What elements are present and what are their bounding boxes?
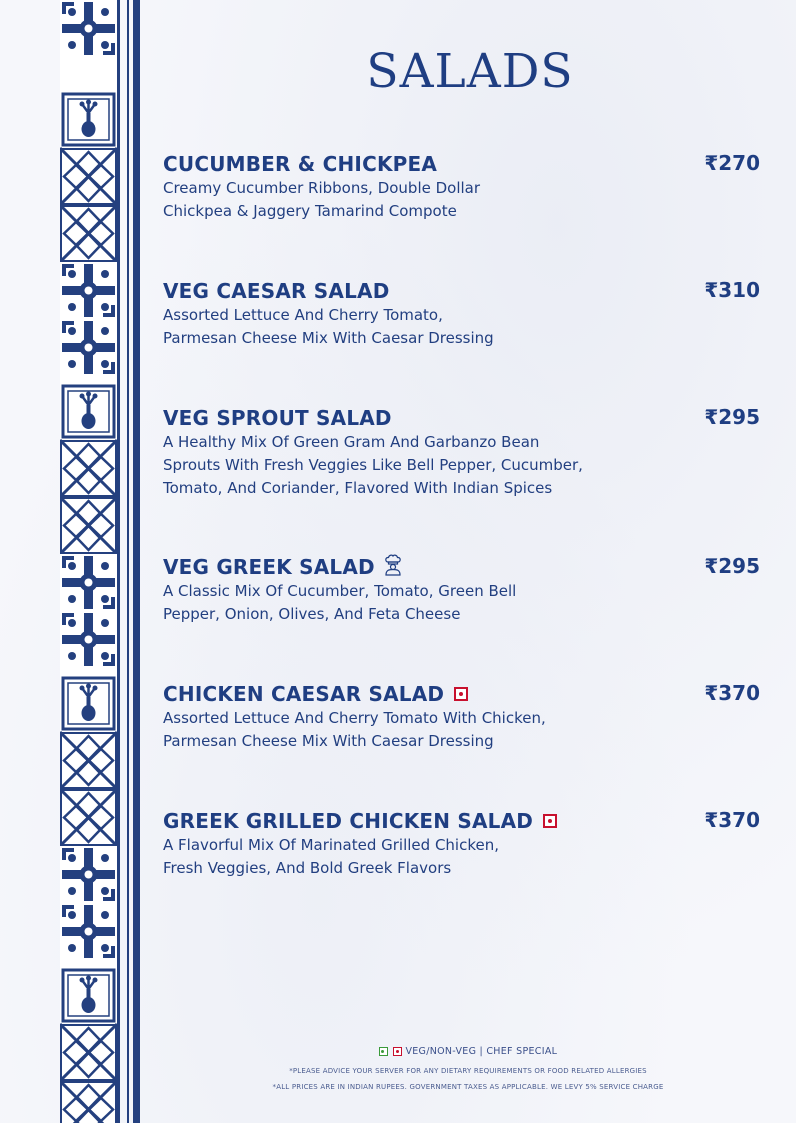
non-veg-icon bbox=[393, 1047, 402, 1056]
menu-item-price: ₹310 bbox=[704, 278, 760, 302]
tile-pattern-strip bbox=[60, 0, 117, 1123]
strip-border-thin bbox=[127, 0, 129, 1123]
menu-item bbox=[163, 405, 763, 500]
menu-item-description: A Classic Mix Of Cucumber, Tomato, Green Bell Pepper, Onion, Olives, And Feta Cheese bbox=[163, 582, 517, 623]
menu-item-description: A Healthy Mix Of Green Gram And Garbanzo Bean Sprouts With Fresh Veggies Like Bell Pepper, Cucumber, Tomato, And Coriander, Flavored With Indian Spices bbox=[163, 433, 583, 497]
veg-icon bbox=[379, 1047, 388, 1056]
menu-item bbox=[163, 151, 763, 223]
menu-item-price: ₹295 bbox=[704, 405, 760, 429]
pricing-note: *ALL PRICES ARE IN INDIAN RUPEES. GOVERNMENT TAXES AS APPLICABLE. WE LEVY 5% SERVICE CHARGE bbox=[272, 1083, 664, 1091]
menu-item-description: A Flavorful Mix Of Marinated Grilled Chicken, Fresh Veggies, And Bold Greek Flavors bbox=[163, 836, 499, 877]
menu-item-name: VEG CAESAR SALAD bbox=[163, 279, 390, 303]
menu-item bbox=[163, 554, 763, 626]
dietary-legend bbox=[140, 1046, 796, 1057]
menu-item-description: Creamy Cucumber Ribbons, Double Dollar Chickpea & Jaggery Tamarind Compote bbox=[163, 179, 481, 220]
strip-border-thick bbox=[133, 0, 140, 1123]
menu-item bbox=[163, 808, 763, 880]
menu-item-description: Assorted Lettuce And Cherry Tomato With Chicken, Parmesan Cheese Mix With Caesar Dressing bbox=[163, 709, 546, 750]
menu-item-description: Assorted Lettuce And Cherry Tomato, Parmesan Cheese Mix With Caesar Dressing bbox=[163, 306, 494, 347]
legend-text: VEG/NON-VEG | CHEF SPECIAL bbox=[405, 1046, 558, 1057]
menu-item-name: CUCUMBER & CHICKPEA bbox=[163, 152, 438, 176]
allergy-note: *PLEASE ADVICE YOUR SERVER FOR ANY DIETARY REQUIREMENTS OR FOOD RELATED ALLERGIES bbox=[289, 1067, 647, 1075]
menu-item-name: VEG SPROUT SALAD bbox=[163, 406, 392, 430]
menu-item bbox=[163, 681, 763, 753]
menu-item-price: ₹270 bbox=[704, 151, 760, 175]
non-veg-icon bbox=[543, 814, 557, 828]
chef-hat-icon bbox=[383, 554, 403, 580]
non-veg-icon bbox=[454, 687, 468, 701]
page-title: SALADS bbox=[366, 44, 574, 99]
menu-item-name: CHICKEN CAESAR SALAD bbox=[163, 682, 445, 706]
menu-item-price: ₹370 bbox=[704, 808, 760, 832]
menu-item-name: VEG GREEK SALAD bbox=[163, 555, 375, 579]
menu-item-price: ₹295 bbox=[704, 554, 760, 578]
decorative-tile-strip bbox=[60, 0, 120, 1123]
menu-item bbox=[163, 278, 763, 350]
menu-item-price: ₹370 bbox=[704, 681, 760, 705]
menu-item-name: GREEK GRILLED CHICKEN SALAD bbox=[163, 809, 534, 833]
